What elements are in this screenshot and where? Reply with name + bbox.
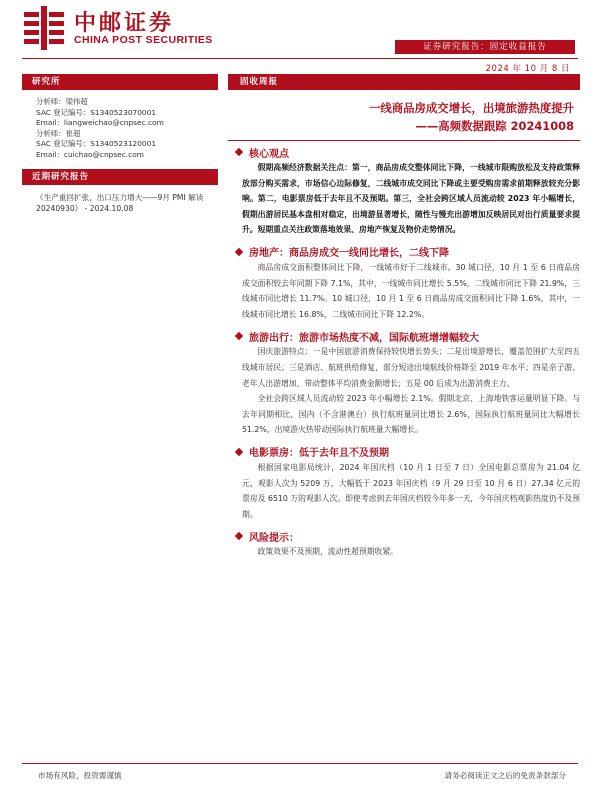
- section-heading-risk: 风险提示：: [228, 528, 580, 544]
- section-heading-property: 房地产：商品房成交一线同比增长，二线下降: [228, 244, 580, 260]
- risk-paragraph: 政策效果不及预期，流动性超预期收紧。: [257, 547, 398, 557]
- analyst-name: 分析师：崔超: [36, 128, 81, 138]
- footer-divider: [22, 763, 578, 764]
- title-divider: [228, 140, 580, 141]
- recent-reports-heading: 近期研究报告: [22, 169, 218, 185]
- property-paragraph: 商品房成交面积整体同比下降，一线城市好于二线城市。30 城口径，10 月 1 至 6 日商品房成交面积较去年同期下降 7.1%，其中，一线城市同比增长 5.5%，二线城市同比下降 21.9%，三线城市同比增长 11.7%。10 城口径，10 月 1 至 6 日商品房成交面积同比下降 1.6%，其中，一线城市同比增长 16.8%，二线城市同比下降 12.2%。: [242, 262, 580, 319]
- header-divider: [22, 58, 578, 59]
- diamond-bullet-icon: [235, 332, 243, 340]
- report-type-badge: 证券研究报告：固定收益报告: [395, 40, 575, 54]
- sidebar: [22, 74, 218, 214]
- recent-report-link[interactable]: 《生产重回扩张，出口压力增大——9月 PMI 解读 20240930》 - 2024.10.08: [36, 192, 204, 213]
- report-title: 一线商品房成交增长，出境旅游热度提升: [368, 101, 574, 115]
- section-heading-movie: 电影票房：低于去年且不及预期: [228, 444, 580, 460]
- report-date: 2024 年 10 月 8 日: [485, 64, 570, 74]
- china-post-logo-icon: [22, 6, 66, 50]
- brand-name-cn: 中邮证券: [74, 11, 175, 36]
- diamond-bullet-icon: [235, 148, 243, 156]
- analyst-name: 分析师：梁伟超: [36, 97, 88, 106]
- main-content: [228, 74, 580, 560]
- diamond-bullet-icon: [235, 448, 243, 456]
- brand-name-en: CHINA POST SECURITIES: [74, 34, 213, 46]
- diamond-bullet-icon: [235, 532, 243, 540]
- report-subtitle: ——高频数据跟踪 20241008: [415, 119, 574, 133]
- travel-paragraph-1: 国庆旅游特点：一是中国旅游消费保持较快增长势头；二是出境游增长，覆盖范围扩大至四五线城市居民；三是酒店、航班供给修复，部分短途出境航线价格降至 2019 年水平；四是亲子游、老年人出游增加，带动整体平均消费金额增长；五是 00 后成为出游消费主力。: [242, 347, 580, 388]
- diamond-bullet-icon: [235, 248, 243, 256]
- report-category-tag: 固收周报: [228, 74, 580, 90]
- footer-disclaimer-note: 请务必阅读正文之后的免责条款部分: [444, 771, 566, 780]
- core-view-paragraph: 假期高频经济数据关注点：第一，商品房成交整体同比下降，一线城市限购放松及支持政策释放部分购买需求，市场信心边际修复，二线城市成交同比下降或主要受购房需求前期释放较充分影响。第二，电影票房低于去年且不及预期。第三，全社会跨区域人员流动较 2023 年小幅增长，假期出游居民基本盘相对稳定，出境游显著增长，随性与慢充出游增加反映居民对出行质量要求提升。短期重点关注政策落地效果、房地产恢复及物价走势情况。: [242, 163, 580, 235]
- travel-paragraph-2: 全社会跨区域人员流动较 2023 年小幅增长 2.1%。假期北京、上海地铁客运量明显下降。与去年同期相比，国内（不含港澳台）执行航班量同比增长 2.6%，国际执行航班量同比大幅增长 51.2%，出境游火热带动国际执行航班量大幅增长。: [242, 394, 580, 435]
- analyst-email[interactable]: Email：liangweichao@cnpsec.com: [36, 118, 164, 128]
- section-heading-travel: 旅游出行：旅游市场热度不减，国际航班增增幅较大: [228, 328, 580, 344]
- page-header: [0, 0, 600, 56]
- footer-risk-note: 市场有风险，投资需谨慎: [38, 771, 122, 780]
- analyst-list: [22, 90, 218, 161]
- analyst-sac-id: SAC 登记编号：S1340523120001: [36, 139, 157, 149]
- analyst-sac-id: SAC 登记编号：S1340523070001: [36, 107, 157, 117]
- movie-paragraph: 根据国家电影局统计，2024 年国庆档（10 月 1 日至 7 日）全国电影总票房为 21.04 亿元，观影人次为 5209 万，大幅低于 2023 年国庆档（9 月 29 日至 10 月 6 日）27.34 亿元的票房及 6510 万的观影人次。即使考虑到去年国庆档较今年多一天，今年国庆档观影热度仍不及预期。: [242, 462, 580, 519]
- section-heading-core: 核心观点: [228, 144, 580, 160]
- analyst-email[interactable]: Email：cuichao@cnpsec.com: [36, 149, 144, 159]
- researcher-heading: 研究所: [22, 74, 218, 90]
